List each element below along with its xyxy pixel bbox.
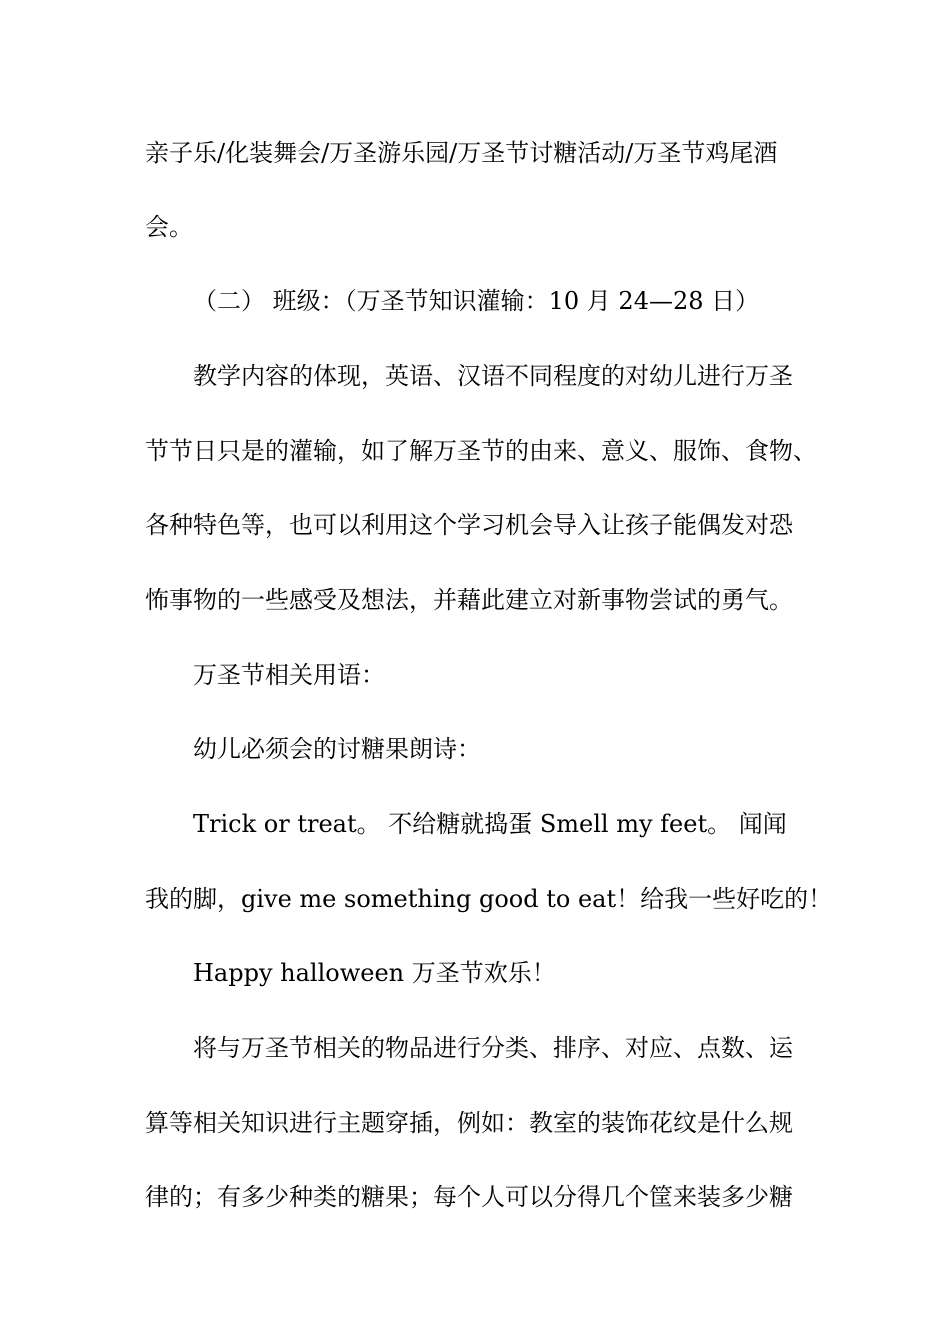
paragraph-teaching-line-3: 各种特色等，也可以利用这个学习机会导入让孩子能偶发对恐: [145, 511, 793, 539]
poem-line-2: 我的脚，give me something good to eat！给我一些好吃的！: [145, 885, 833, 913]
paragraph-activities-line-2: 会。: [145, 213, 193, 241]
poem-heading: 幼儿必须会的讨糖果朗诗：: [193, 735, 481, 763]
paragraph-teaching-line-4: 怖事物的一些感受及想法，并藉此建立对新事物尝试的勇气。: [145, 586, 793, 614]
paragraph-math-line-1: 将与万圣节相关的物品进行分类、排序、对应、点数、运: [193, 1034, 793, 1062]
greeting-line: Happy halloween 万圣节欢乐！: [193, 959, 556, 987]
paragraph-teaching-line-2: 节节日只是的灌输，如了解万圣节的由来、意义、服饰、食物、: [145, 437, 817, 465]
paragraph-activities-line-1: 亲子乐/化装舞会/万圣游乐园/万圣节讨糖活动/万圣节鸡尾酒: [145, 139, 778, 167]
poem-line-1: Trick or treat。 不给糖就捣蛋 Smell my feet。 闻闻: [193, 810, 787, 838]
section-heading-class-level: （二） 班级：（万圣节知识灌输：10 月 24—28 日）: [193, 287, 760, 315]
paragraph-teaching-line-1: 教学内容的体现，英语、汉语不同程度的对幼儿进行万圣: [193, 362, 793, 390]
paragraph-math-line-2: 算等相关知识进行主题穿插，例如：教室的装饰花纹是什么规: [145, 1109, 793, 1137]
terms-heading: 万圣节相关用语：: [193, 661, 385, 689]
paragraph-math-line-3: 律的；有多少种类的糖果；每个人可以分得几个筐来装多少糖: [145, 1183, 793, 1211]
